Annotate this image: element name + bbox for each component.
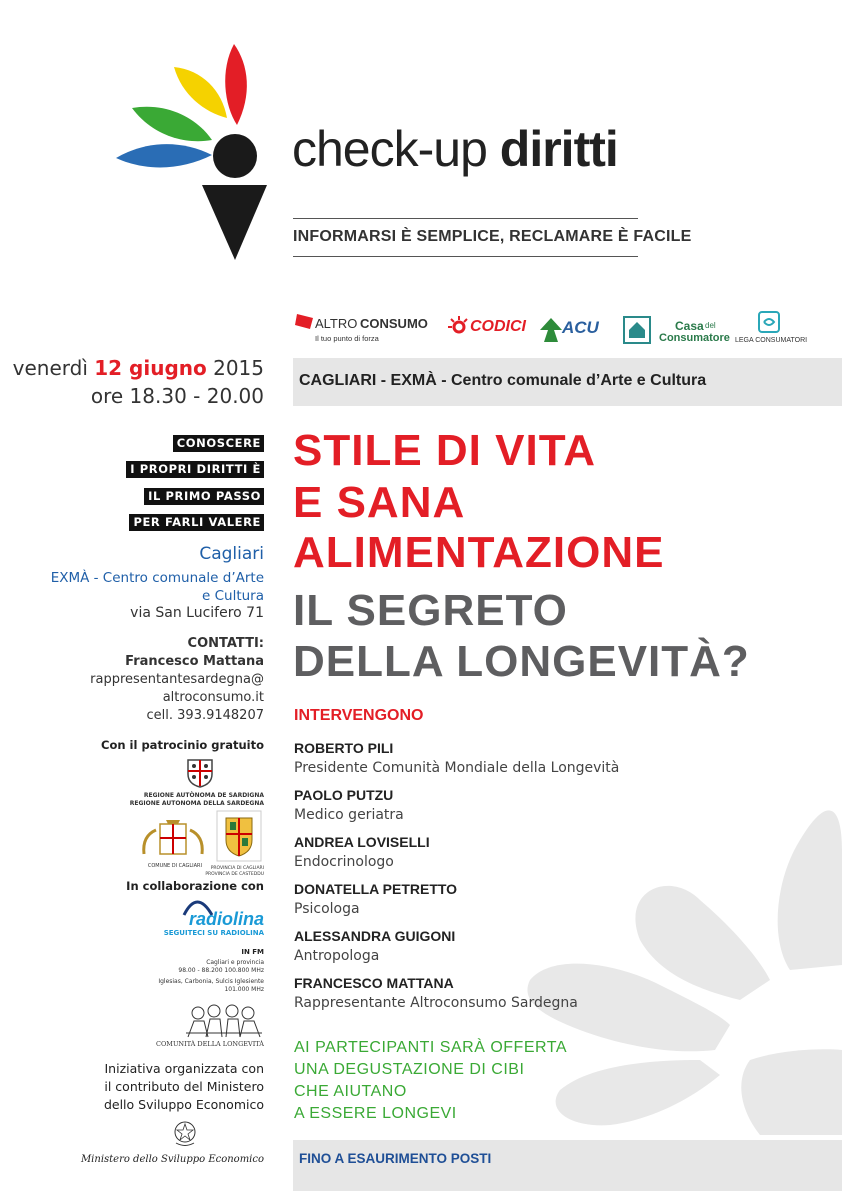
initiative-line: Iniziativa organizzata con xyxy=(104,1061,264,1076)
initiative-line: dello Sviluppo Economico xyxy=(103,1097,264,1112)
speaker-role: Antropologa xyxy=(294,948,380,964)
decorative-flower xyxy=(500,790,842,1135)
location-venue: EXMÀ - Centro comunale d’Arte e Cultura xyxy=(50,570,264,604)
speaker-name: ROBERTO PILI xyxy=(294,740,394,756)
speakers-title: INTERVENGONO xyxy=(294,707,424,724)
brand-title xyxy=(292,120,618,178)
speaker-name: ALESSANDRA GUIGONI xyxy=(294,928,456,944)
partner-logos xyxy=(293,308,808,350)
casa-consumatore-logo xyxy=(623,308,733,350)
radiolina-freq-1: 98.00 - 88.200 100.800 MHz xyxy=(178,967,264,974)
acu-leaf-icon xyxy=(540,318,562,342)
house-icon xyxy=(623,316,651,344)
radiolina-area-2: Iglesias, Carbonia, Sulcis Iglesiente xyxy=(158,978,264,985)
slogan-label: IL PRIMO PASSO xyxy=(144,488,264,505)
casa-name-a: Casa xyxy=(675,319,704,333)
speaker-role: Presidente Comunità Mondiale della Longevità xyxy=(294,760,620,776)
comunita-name: COMUNITÀ DELLA LONGEVITÀ xyxy=(156,1040,264,1048)
offer-line: CHE AIUTANO xyxy=(294,1083,407,1100)
slogan-label: PER FARLI VALERE xyxy=(129,514,264,531)
offer-line: AI PARTECIPANTI SARÀ OFFERTA xyxy=(294,1039,568,1056)
availability-note: FINO A ESAURIMENTO POSTI xyxy=(299,1151,492,1166)
comune-name: COMUNE DI CAGLIARI xyxy=(147,863,202,869)
divider xyxy=(293,256,638,257)
speaker-role: Medico geriatra xyxy=(294,807,404,823)
brand-title-light: check-up xyxy=(292,121,500,177)
slogan-label: I PROPRI DIRITTI È xyxy=(126,461,264,478)
patronage-label: Con il patrocinio gratuito xyxy=(101,738,264,752)
check-up-logo-icon xyxy=(112,40,287,265)
codici-logo xyxy=(448,308,528,350)
comune-cagliari-crest-icon xyxy=(138,818,208,862)
date-year: 2015 xyxy=(206,356,264,380)
speaker-name: PAOLO PUTZU xyxy=(294,787,394,803)
offer-line: A ESSERE LONGEVI xyxy=(294,1105,457,1122)
speaker-role: Psicologa xyxy=(294,901,360,917)
location-address: via San Lucifero 71 xyxy=(130,605,264,621)
altroconsumo-name-a: ALTRO xyxy=(315,316,358,331)
event-date xyxy=(13,356,264,380)
codici-name: CODICI xyxy=(470,318,526,335)
location-city: Cagliari xyxy=(199,544,264,564)
venue-banner-text: CAGLIARI - EXMÀ - Centro comunale d’Arte e Cultura xyxy=(299,372,707,389)
acu-logo xyxy=(540,308,605,350)
provincia-name-italian: PROVINCIA DE CASTEDDU xyxy=(205,872,264,877)
region-name-italian: REGIONE AUTONOMA DELLA SARDEGNA xyxy=(129,800,264,807)
comunita-longevita-icon xyxy=(184,1003,264,1039)
radiolina-logo: radiolina xyxy=(188,909,264,929)
radiolina-fm: IN FM xyxy=(241,948,264,956)
altroconsumo-name-b: CONSUMO xyxy=(360,316,428,331)
ministry-name: Ministero dello Sviluppo Economico xyxy=(80,1154,264,1165)
speaker-name: FRANCESCO MATTANA xyxy=(294,975,454,991)
headline-line: E SANA xyxy=(293,478,466,527)
acu-name: ACU xyxy=(562,318,599,337)
contact-phone[interactable]: cell. 393.9148207 xyxy=(146,708,264,723)
divider xyxy=(293,218,638,219)
slogan-label: CONOSCERE xyxy=(173,435,264,452)
contact-email-domain[interactable]: altroconsumo.it xyxy=(162,690,264,705)
headline-question-line: DELLA LONGEVITÀ? xyxy=(293,637,750,686)
sardinia-crest-icon xyxy=(184,756,216,788)
provincia-cagliari-crest-icon xyxy=(216,810,262,862)
contact-name: Francesco Mattana xyxy=(125,654,264,669)
contacts-title: CONTATTI: xyxy=(187,636,264,651)
lega-name: LEGA CONSUMATORI xyxy=(735,337,808,344)
event-time: ore 18.30 - 20.00 xyxy=(90,384,264,408)
speaker-role: Endocrinologo xyxy=(294,854,394,870)
brand-title-bold: diritti xyxy=(499,121,618,177)
provincia-name-sardinian: PROVINCIA DI CAGLIARI xyxy=(210,866,264,871)
headline-line: STILE DI VITA xyxy=(293,426,597,475)
contact-email[interactable]: rappresentantesardegna@ xyxy=(90,672,264,687)
collaboration-label: In collaborazione con xyxy=(126,879,264,893)
speaker-name: ANDREA LOVISELLI xyxy=(294,834,430,850)
italian-republic-emblem-icon xyxy=(172,1119,198,1147)
headline-question-line: IL SEGRETO xyxy=(293,586,568,635)
headline-line: ALIMENTAZIONE xyxy=(293,528,665,577)
codici-sun-icon xyxy=(448,316,470,338)
altroconsumo-flag-icon xyxy=(295,312,315,330)
lega-consumatori-logo xyxy=(733,308,808,350)
speaker-role: Rappresentante Altroconsumo Sardegna xyxy=(294,995,578,1011)
radiolina-freq-2: 101.000 MHz xyxy=(224,986,264,993)
initiative-line: il contributo del Ministero xyxy=(104,1079,264,1094)
altroconsumo-slogan: Il tuo punto di forza xyxy=(315,334,379,343)
date-prefix: venerdì xyxy=(12,356,95,380)
offer-line: UNA DEGUSTAZIONE DI CIBI xyxy=(294,1061,525,1078)
lega-icon xyxy=(757,310,781,334)
casa-name-c: Consumatore xyxy=(659,332,730,344)
date-highlight: 12 giugno xyxy=(94,356,207,380)
radiolina-area-1: Cagliari e provincia xyxy=(206,959,264,966)
altroconsumo-logo xyxy=(293,308,443,350)
casa-name-b: del xyxy=(705,321,716,330)
tagline: INFORMARSI È SEMPLICE, RECLAMARE È FACILE xyxy=(293,228,692,245)
region-name-sardinian: REGIONE AUTÒNOMA DE SARDIGNA xyxy=(143,792,264,799)
radiolina-slogan: SEGUITECI SU RADIOLINA xyxy=(163,929,264,937)
speaker-name: DONATELLA PETRETTO xyxy=(294,881,458,897)
